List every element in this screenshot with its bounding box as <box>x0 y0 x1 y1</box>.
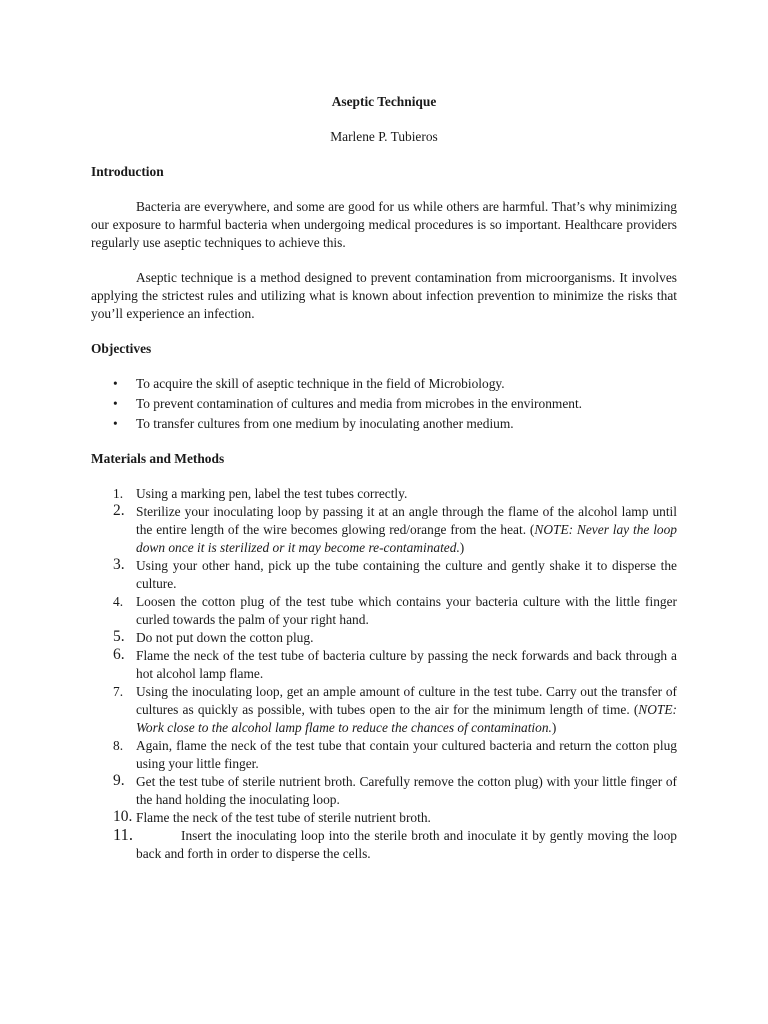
step-number: 11. <box>113 825 134 844</box>
bullet-icon: • <box>113 376 118 391</box>
list-item: 1. Using a marking pen, label the test tubes correctly. <box>113 486 408 501</box>
step-number: 8. <box>113 738 124 753</box>
bullet-icon: • <box>113 416 118 431</box>
step-number: 4. <box>113 594 124 609</box>
introduction-heading: Introduction <box>91 164 164 179</box>
step-number: 1. <box>113 486 124 501</box>
document-title: Aseptic Technique <box>331 94 437 109</box>
step-number: 2. <box>113 502 125 519</box>
list-item: 3. Using your other hand, pick up the tube containing the culture and gently shake it to disperse the culture. <box>113 556 677 591</box>
intro-paragraph-2: Aseptic technique is a method designed to prevent contamination from microorganisms. It involves applying the strictest rules and utilizing what is known about infection prevention to minimize the risks that you’ll experience an infection. <box>91 270 677 321</box>
step-number: 3. <box>113 556 125 573</box>
list-item: • To prevent contamination of cultures and media from microbes in the environment. <box>113 396 583 411</box>
materials-methods-heading: Materials and Methods <box>91 451 225 466</box>
list-item: 6. Flame the neck of the test tube of bacteria culture by passing the neck forwards and back through a hot alcohol lamp flame. <box>113 646 677 681</box>
intro-paragraph-1: Bacteria are everywhere, and some are good for us while others are harmful. That’s why minimizing our exposure to harmful bacteria when undergoing medical procedures is so important. Healthcare providers regularly use aseptic techniques to achieve this. <box>91 199 677 250</box>
document-body <box>91 93 677 863</box>
objectives-heading: Objectives <box>91 341 152 356</box>
list-item: 8. Again, flame the neck of the test tube that contain your cultured bacteria and return the cotton plug using your little finger. <box>113 738 677 771</box>
step-note: NOTE: Never lay the loop down once it is sterilized or it may become re-contaminated. <box>136 522 678 555</box>
step-number: 10. <box>113 808 133 825</box>
list-item: • To acquire the skill of aseptic technique in the field of Microbiology. <box>113 376 505 391</box>
document-author: Marlene P. Tubieros <box>330 129 438 144</box>
list-item: 2. Sterilize your inoculating loop by passing it at an angle through the flame of the alcohol lamp until the entire length of the wire becomes glowing red/orange from the heat. (NOTE: Never lay the loop down once it is sterilized or it may become re-contaminated.) <box>113 502 678 555</box>
list-item: • To transfer cultures from one medium by inoculating another medium. <box>113 416 514 431</box>
list-item: 7. Using the inoculating loop, get an ample amount of culture in the test tube. Carry out the transfer of cultures as quickly as possible, with tubes open to the air for the minimum length of time. (NOTE: Work close to the alcohol lamp flame to reduce the chances of contamination.) <box>113 684 677 735</box>
list-item: 5. Do not put down the cotton plug. <box>113 628 314 645</box>
step-number: 5. <box>113 628 125 645</box>
objectives-list <box>91 375 677 433</box>
list-item: 11. Insert the inoculating loop into the sterile broth and inoculate it by gently moving the loop back and forth in order to disperse the cells. <box>113 825 677 861</box>
list-item: 9. Get the test tube of sterile nutrient broth. Carefully remove the cotton plug) with your little finger of the hand holding the inoculating loop. <box>113 772 677 807</box>
step-number: 9. <box>113 772 125 789</box>
list-item: 4. Loosen the cotton plug of the test tube which contains your bacteria culture with the little finger curled towards the palm of your right hand. <box>113 594 677 627</box>
step-number: 7. <box>113 684 124 699</box>
bullet-icon: • <box>113 396 118 411</box>
list-item: 10. Flame the neck of the test tube of sterile nutrient broth. <box>113 808 431 825</box>
steps-list <box>91 485 677 863</box>
step-note: NOTE: Work close to the alcohol lamp flame to reduce the chances of contamination. <box>136 702 677 735</box>
step-number: 6. <box>113 646 125 663</box>
